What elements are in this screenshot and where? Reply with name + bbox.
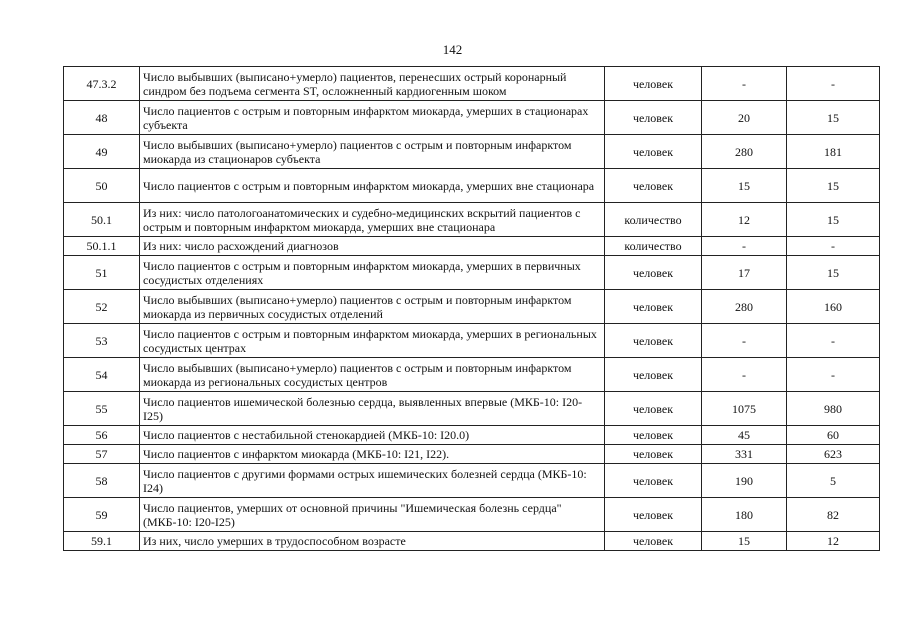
value-1-cell: 280: [702, 135, 787, 169]
table-row: [64, 290, 880, 324]
table-row: [64, 464, 880, 498]
indicator-name-cell: Число выбывших (выписано+умерло) пациентов с острым и повторным инфарктом миокарда из стационаров субъекта: [140, 135, 605, 169]
value-1-cell: 15: [702, 532, 787, 551]
row-number-cell: 56: [64, 426, 140, 445]
table-row: [64, 67, 880, 101]
indicator-name-cell: Из них: число патологоанатомических и судебно-медицинских вскрытий пациентов с острым и повторным инфарктом миокарда, умерших вне стационара: [140, 203, 605, 237]
row-number-cell: 59: [64, 498, 140, 532]
indicator-name-cell: Число пациентов с другими формами острых ишемических болезней сердца (МКБ-10: I24): [140, 464, 605, 498]
value-2-cell: 15: [787, 169, 880, 203]
indicator-name-cell: Число выбывших (выписано+умерло) пациентов с острым и повторным инфарктом миокарда из региональных сосудистых центров: [140, 358, 605, 392]
table-row: [64, 358, 880, 392]
value-1-cell: -: [702, 237, 787, 256]
value-1-cell: 331: [702, 445, 787, 464]
indicator-name-cell: Из них: число расхождений диагнозов: [140, 237, 605, 256]
value-2-cell: 12: [787, 532, 880, 551]
page-number: 142: [442, 42, 463, 57]
table-row: [64, 445, 880, 464]
row-number-cell: 48: [64, 101, 140, 135]
value-1-cell: 12: [702, 203, 787, 237]
value-1-cell: 180: [702, 498, 787, 532]
value-1-cell: -: [702, 358, 787, 392]
table-row: [64, 237, 880, 256]
table-row: [64, 426, 880, 445]
indicator-name-cell: Число пациентов ишемической болезнью сердца, выявленных впервые (МКБ-10: I20-I25): [140, 392, 605, 426]
table-row: [64, 203, 880, 237]
table-row: [64, 498, 880, 532]
unit-cell: человек: [605, 445, 702, 464]
unit-cell: человек: [605, 464, 702, 498]
value-2-cell: -: [787, 358, 880, 392]
value-1-cell: -: [702, 324, 787, 358]
unit-cell: человек: [605, 256, 702, 290]
row-number-cell: 52: [64, 290, 140, 324]
row-number-cell: 50.1: [64, 203, 140, 237]
indicators-table-body: [64, 67, 880, 551]
unit-cell: человек: [605, 498, 702, 532]
row-number-cell: 53: [64, 324, 140, 358]
value-2-cell: -: [787, 67, 880, 101]
value-2-cell: 60: [787, 426, 880, 445]
indicators-table: [63, 66, 880, 551]
indicator-name-cell: Число пациентов, умерших от основной причины "Ишемическая болезнь сердца" (МКБ-10: I20-I25): [140, 498, 605, 532]
value-2-cell: 82: [787, 498, 880, 532]
row-number-cell: 59.1: [64, 532, 140, 551]
indicator-name-cell: Число пациентов с инфарктом миокарда (МКБ-10: I21, I22).: [140, 445, 605, 464]
row-number-cell: 54: [64, 358, 140, 392]
value-2-cell: -: [787, 324, 880, 358]
table-row: [64, 256, 880, 290]
value-2-cell: 980: [787, 392, 880, 426]
unit-cell: количество: [605, 237, 702, 256]
unit-cell: человек: [605, 532, 702, 551]
table-row: [64, 532, 880, 551]
unit-cell: человек: [605, 426, 702, 445]
value-1-cell: 45: [702, 426, 787, 445]
row-number-cell: 58: [64, 464, 140, 498]
indicator-name-cell: Число пациентов с острым и повторным инфарктом миокарда, умерших в стационарах субъекта: [140, 101, 605, 135]
row-number-cell: 51: [64, 256, 140, 290]
value-2-cell: 15: [787, 256, 880, 290]
row-number-cell: 47.3.2: [64, 67, 140, 101]
value-2-cell: 15: [787, 101, 880, 135]
value-2-cell: -: [787, 237, 880, 256]
unit-cell: человек: [605, 358, 702, 392]
table-row: [64, 135, 880, 169]
unit-cell: количество: [605, 203, 702, 237]
unit-cell: человек: [605, 135, 702, 169]
row-number-cell: 50: [64, 169, 140, 203]
unit-cell: человек: [605, 67, 702, 101]
value-2-cell: 623: [787, 445, 880, 464]
row-number-cell: 57: [64, 445, 140, 464]
indicator-name-cell: Число выбывших (выписано+умерло) пациентов, перенесших острый коронарный синдром без подъема сегмента ST, осложненный кардиогенным шоком: [140, 67, 605, 101]
unit-cell: человек: [605, 101, 702, 135]
row-number-cell: 55: [64, 392, 140, 426]
value-1-cell: 15: [702, 169, 787, 203]
unit-cell: человек: [605, 324, 702, 358]
table-row: [64, 169, 880, 203]
table-row: [64, 101, 880, 135]
row-number-cell: 50.1.1: [64, 237, 140, 256]
value-1-cell: 1075: [702, 392, 787, 426]
table-row: [64, 324, 880, 358]
value-1-cell: 190: [702, 464, 787, 498]
indicator-name-cell: Из них, число умерших в трудоспособном возрасте: [140, 532, 605, 551]
table-row: [64, 392, 880, 426]
indicator-name-cell: Число пациентов с острым и повторным инфарктом миокарда, умерших в региональных сосудистых центрах: [140, 324, 605, 358]
indicator-name-cell: Число пациентов с острым и повторным инфарктом миокарда, умерших в первичных сосудистых отделениях: [140, 256, 605, 290]
row-number-cell: 49: [64, 135, 140, 169]
unit-cell: человек: [605, 290, 702, 324]
indicator-name-cell: Число пациентов с острым и повторным инфарктом миокарда, умерших вне стационара: [140, 169, 605, 203]
unit-cell: человек: [605, 169, 702, 203]
value-2-cell: 5: [787, 464, 880, 498]
value-1-cell: -: [702, 67, 787, 101]
value-1-cell: 17: [702, 256, 787, 290]
value-2-cell: 15: [787, 203, 880, 237]
indicator-name-cell: Число пациентов с нестабильной стенокардией (МКБ-10: I20.0): [140, 426, 605, 445]
value-1-cell: 20: [702, 101, 787, 135]
value-2-cell: 160: [787, 290, 880, 324]
value-2-cell: 181: [787, 135, 880, 169]
unit-cell: человек: [605, 392, 702, 426]
value-1-cell: 280: [702, 290, 787, 324]
indicator-name-cell: Число выбывших (выписано+умерло) пациентов с острым и повторным инфарктом миокарда из первичных сосудистых отделений: [140, 290, 605, 324]
